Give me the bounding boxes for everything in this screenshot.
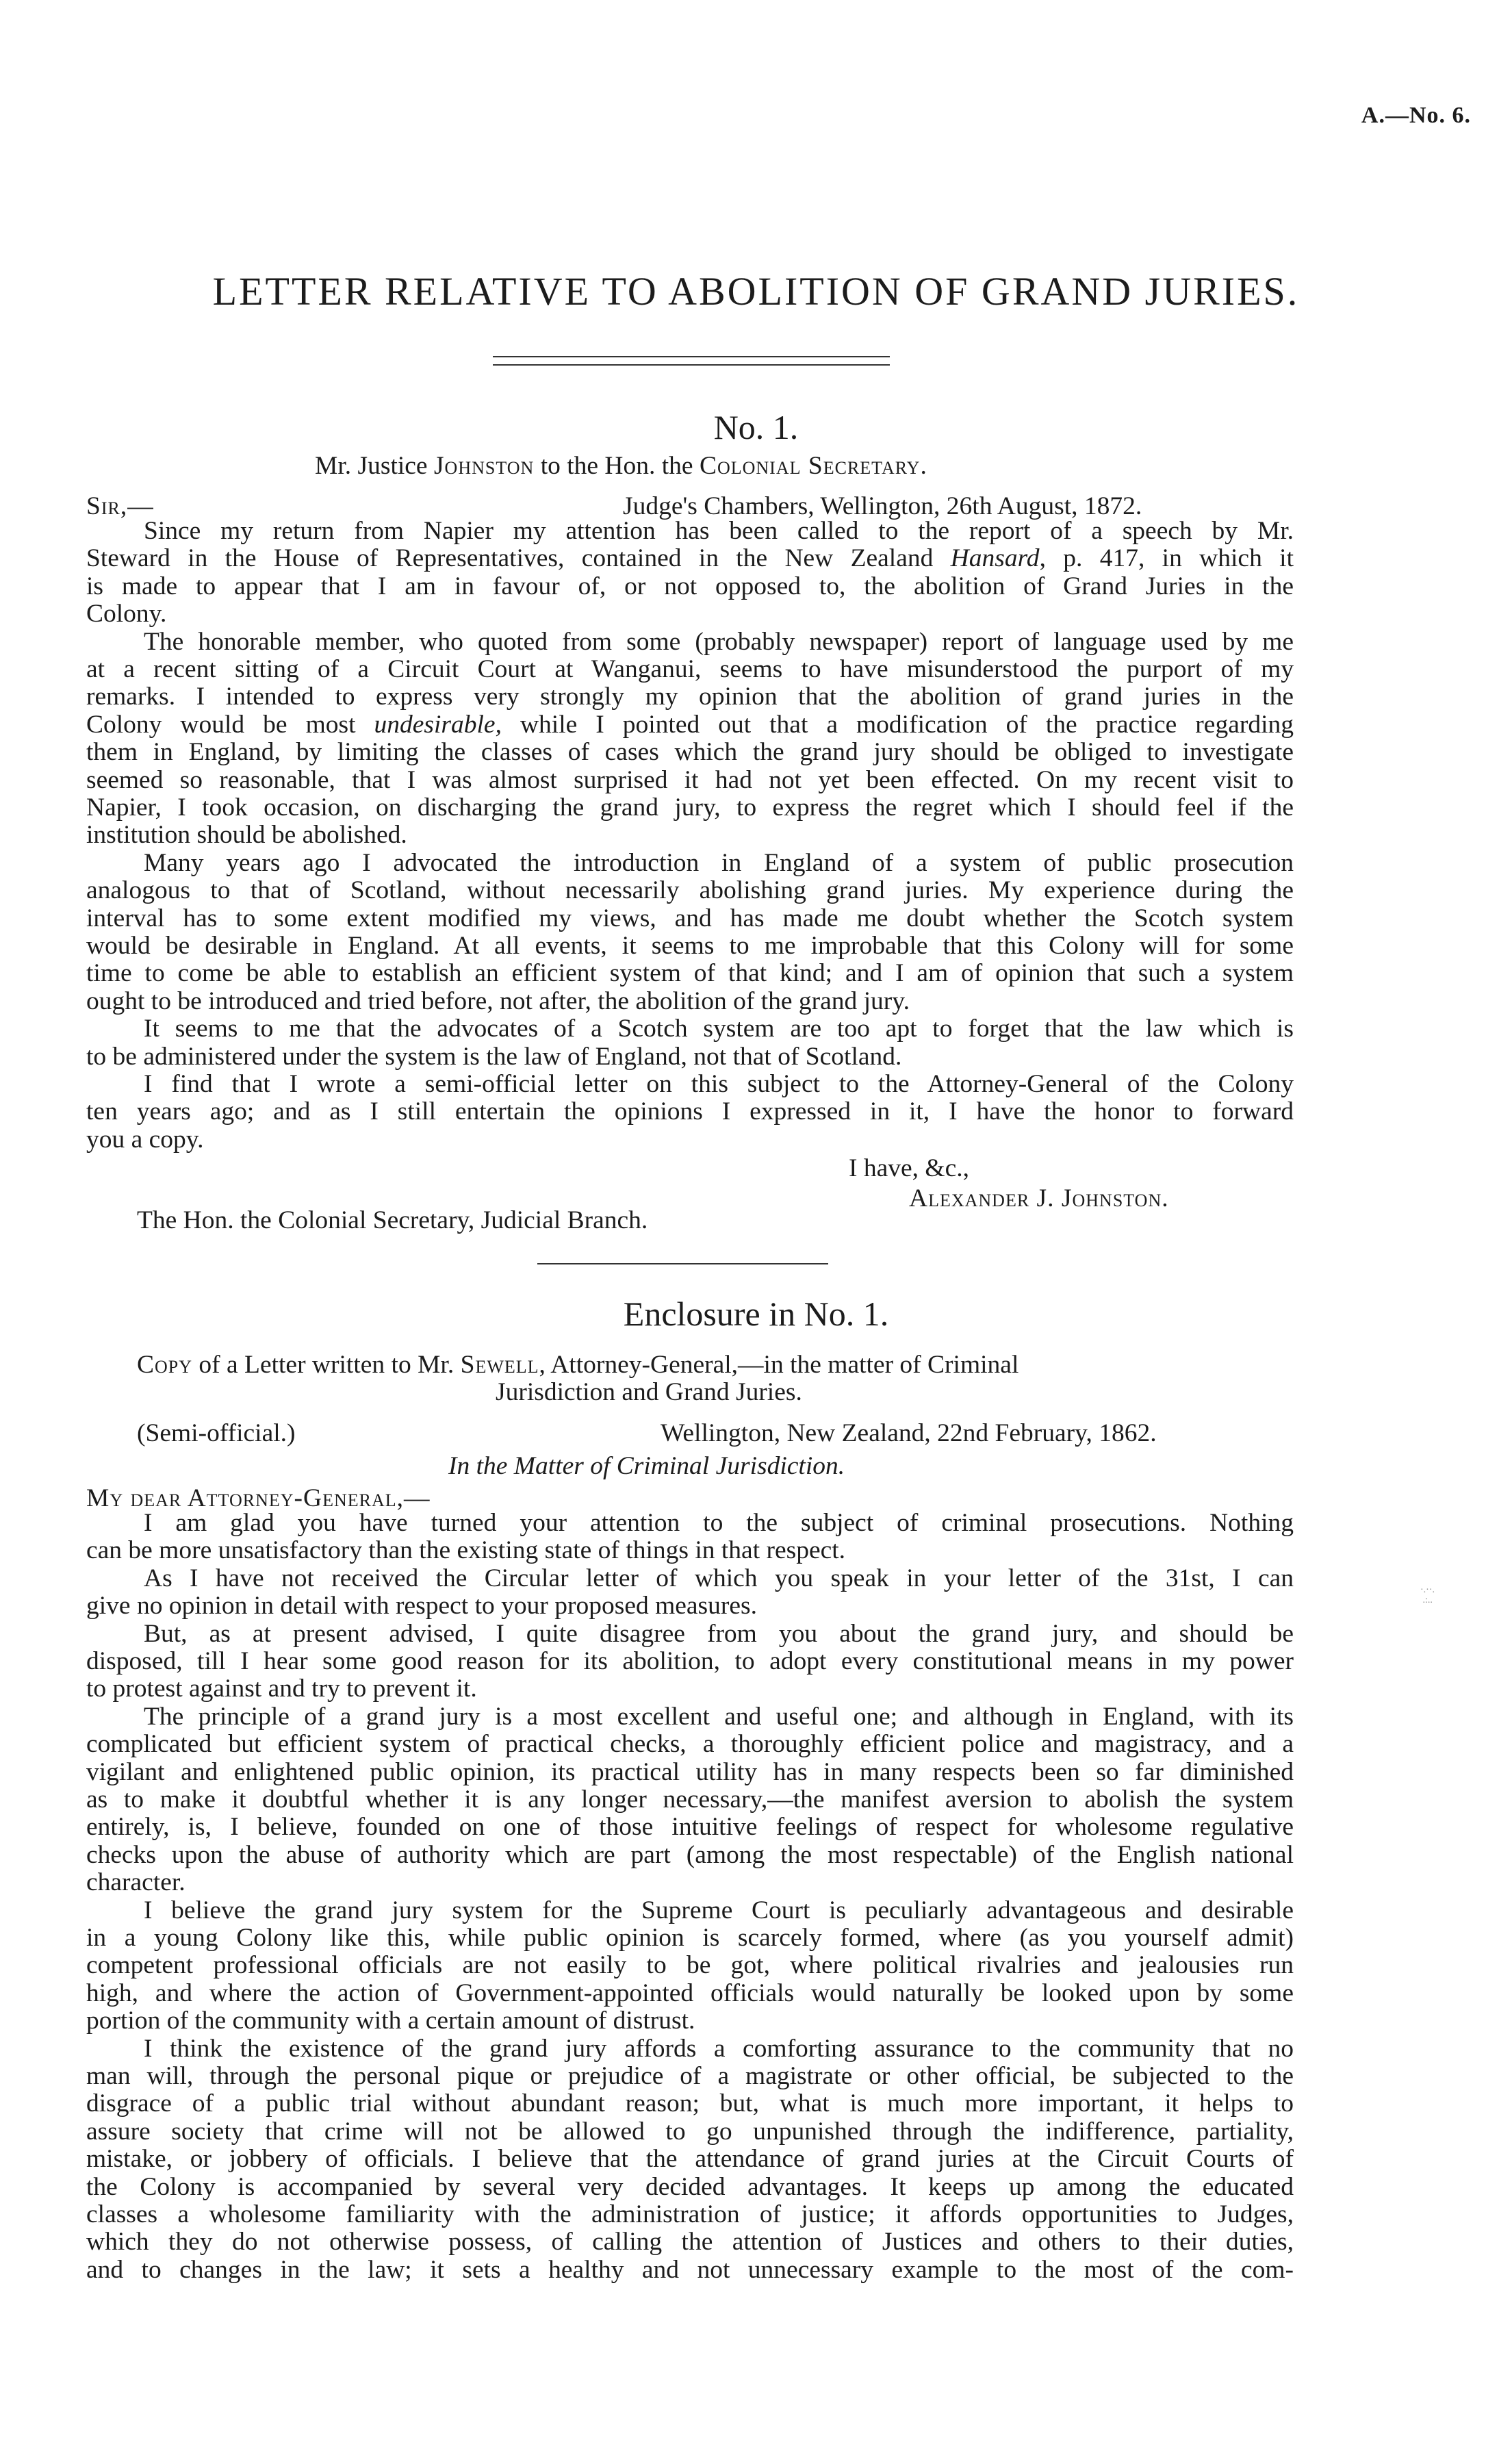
text-line: as to make it doubtful whether it is any longer necessary,—the manifest aversion to abolish the system [86, 1785, 1294, 1814]
text-line: to be administered under the system is the law of England, not that of Scotland. [86, 1043, 902, 1071]
semi-official-note: (Semi-official.) [137, 1419, 296, 1447]
text-line: ought to be introduced and tried before, not after, the abolition of the grand jury. [86, 987, 910, 1015]
letter-number-heading: No. 1. [713, 408, 799, 446]
enclosure-salutation: My dear Attorney-General,— [86, 1484, 431, 1512]
text-line: and to changes in the law; it sets a healthy and not unnecessary example to the most of the com- [86, 2256, 1294, 2284]
letter-signature: Alexander J. Johnston. [909, 1184, 1169, 1212]
text-line: Many years ago I advocated the introduction in England of a system of public prosecution [144, 849, 1294, 877]
text-line: I think the existence of the grand jury affords a comforting assurance to the community that no [144, 2035, 1294, 2063]
letter-addressee: The Hon. the Colonial Secretary, Judicial Branch. [137, 1206, 648, 1234]
text-line: Colony would be most undesirable, while I pointed out that a modification of the practice regarding [86, 711, 1294, 739]
text-line: It seems to me that the advocates of a Scotch system are too apt to forget that the law which is [144, 1015, 1294, 1043]
text-line: Steward in the House of Representatives, contained in the New Zealand Hansard, p. 417, in which it [86, 544, 1294, 572]
text-line: complicated but efficient system of practical checks, a thoroughly efficient police and magistracy, and a [86, 1730, 1294, 1758]
text-line: entirely, is, I believe, founded on one of those intuitive feelings of respect for wholesome regulative [86, 1813, 1294, 1841]
text-line: assure society that crime will not be allowed to go unpunished through the indifference, partiality, [86, 2117, 1294, 2146]
title-rule [493, 356, 890, 357]
margin-mark: ·.··. .:.. [1420, 1585, 1435, 1606]
enclosure-copy-line: Copy of a Letter written to Mr. Sewell, Attorney-General,—in the matter of Criminal [137, 1351, 1019, 1379]
text-line: ten years ago; and as I still entertain the opinions I expressed in it, I have the honor to forward [86, 1097, 1294, 1125]
text-line: I am glad you have turned your attention to the subject of criminal prosecutions. Nothing [144, 1509, 1294, 1537]
text-line: As I have not received the Circular letter of which you speak in your letter of the 31st, I can [144, 1564, 1294, 1592]
text-line: in a young Colony like this, while public opinion is scarcely formed, where (as you yourself admit) [86, 1924, 1294, 1952]
text-line: high, and where the action of Government-appointed officials would naturally be looked upon by some [86, 1979, 1294, 2007]
text-line: I find that I wrote a semi-official letter on this subject to the Attorney-General of the Colony [144, 1070, 1294, 1098]
text-line: the Colony is accompanied by several very decided advantages. It keeps up among the educated [86, 2173, 1294, 2201]
text-line: Colony. [86, 600, 167, 628]
title-rule [493, 364, 890, 366]
letter-from-line: Mr. Justice Johnston to the Hon. the Colonial Secretary. [315, 452, 927, 480]
enclosure-copy-line-continued: Jurisdiction and Grand Juries. [496, 1378, 802, 1406]
text-line: disposed, till I hear some good reason for its abolition, to adopt every constitutional means in my power [86, 1647, 1294, 1675]
text-line: man will, through the personal pique or prejudice of a magistrate or other official, be subjected to the [86, 2062, 1294, 2090]
text-line: analogous to that of Scotland, without necessarily abolishing grand juries. My experience during the [86, 876, 1294, 904]
text-line: The honorable member, who quoted from some (probably newspaper) report of language used by me [144, 628, 1294, 656]
text-line: remarks. I intended to express very strongly my opinion that the abolition of grand juries in the [86, 683, 1294, 711]
text-line: checks upon the abuse of authority which are part (among the most respectable) of the English national [86, 1841, 1294, 1869]
text-line: portion of the community with a certain amount of distrust. [86, 2007, 695, 2035]
text-line: The principle of a grand jury is a most excellent and useful one; and although in England, with its [144, 1703, 1294, 1731]
text-line: time to come be able to establish an efficient system of that kind; and I am of opinion that such a system [86, 959, 1294, 987]
letter-salutation: Sir,— [86, 492, 154, 520]
text-line: interval has to some extent modified my views, and has made me doubt whether the Scotch system [86, 904, 1294, 932]
letter-dateline: Judge's Chambers, Wellington, 26th August, 1872. [623, 492, 1142, 520]
document-title: LETTER RELATIVE TO ABOLITION OF GRAND JURIES. [212, 269, 1300, 314]
text-line: classes a wholesome familiarity with the administration of justice; it affords opportunities to Judges, [86, 2200, 1294, 2228]
text-line: competent professional officials are not easily to be got, where political rivalries and jealousies run [86, 1951, 1294, 1979]
text-line: to protest against and try to prevent it. [86, 1675, 477, 1703]
text-line: at a recent sitting of a Circuit Court at Wanganui, seems to have misunderstood the purport of my [86, 655, 1294, 683]
section-divider [537, 1263, 828, 1264]
text-line: give no opinion in detail with respect to your proposed measures. [86, 1592, 757, 1620]
page-reference: A.—No. 6. [1361, 103, 1471, 128]
text-line: But, as at present advised, I quite disagree from you about the grand jury, and should be [144, 1620, 1294, 1648]
text-line: character. [86, 1868, 185, 1896]
enclosure-heading: Enclosure in No. 1. [623, 1295, 889, 1333]
text-line: them in England, by limiting the classes of cases which the grand jury should be obliged to investigate [86, 738, 1294, 766]
letter-closing: I have, &c., [849, 1154, 969, 1182]
text-line: is made to appear that I am in favour of, or not opposed to, the abolition of Grand Juries in the [86, 572, 1294, 600]
enclosure-dateline: Wellington, New Zealand, 22nd February, 1862. [661, 1419, 1157, 1447]
text-line: Napier, I took occasion, on discharging the grand jury, to express the regret which I should feel if the [86, 793, 1294, 822]
matter-line: In the Matter of Criminal Jurisdiction. [448, 1452, 845, 1480]
text-line: institution should be abolished. [86, 821, 407, 849]
text-line: I believe the grand jury system for the Supreme Court is peculiarly advantageous and desirable [144, 1896, 1294, 1924]
text-line: you a copy. [86, 1125, 204, 1154]
text-line: can be more unsatisfactory than the existing state of things in that respect. [86, 1536, 846, 1564]
text-line: seemed so reasonable, that I was almost surprised it had not yet been effected. On my recent visit to [86, 766, 1294, 794]
text-line: vigilant and enlightened public opinion, its practical utility has in many respects been so far diminished [86, 1758, 1294, 1786]
text-line: would be desirable in England. At all events, it seems to me improbable that this Colony will for some [86, 932, 1294, 960]
text-line: disgrace of a public trial without abundant reason; but, what is much more important, it helps to [86, 2089, 1294, 2117]
text-line: which they do not otherwise possess, of calling the attention of Justices and others to their duties, [86, 2228, 1294, 2256]
text-line: Since my return from Napier my attention has been called to the report of a speech by Mr. [144, 517, 1294, 545]
text-line: mistake, or jobbery of officials. I believe that the attendance of grand juries at the Circuit Courts of [86, 2145, 1294, 2173]
